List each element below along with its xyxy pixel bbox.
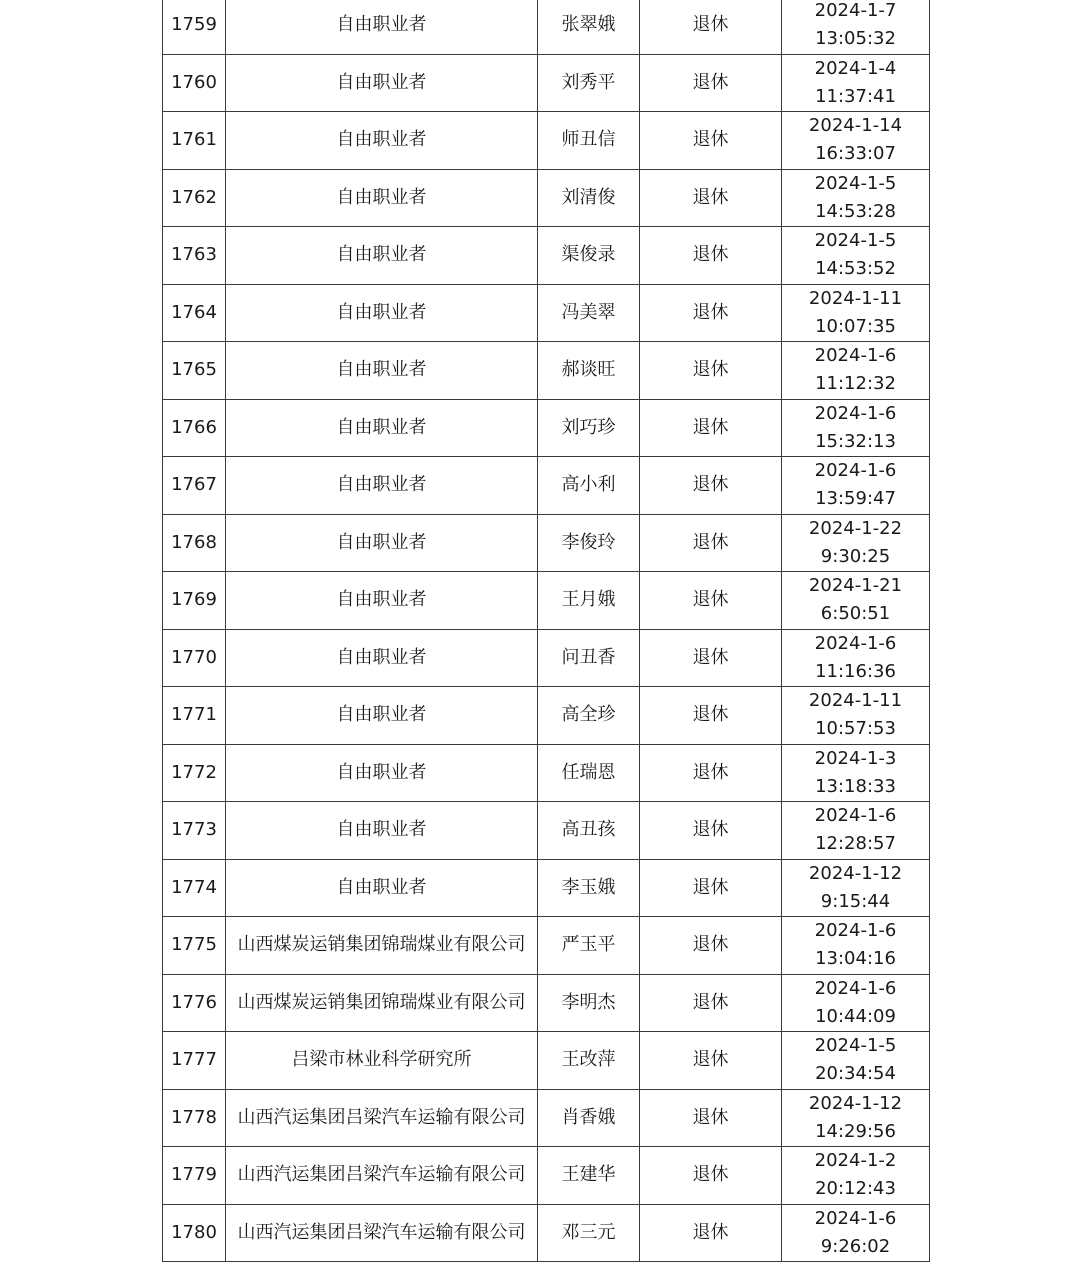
table-row: [163, 1089, 930, 1147]
employer-name: 自由职业者: [336, 761, 427, 783]
employer-cell: [226, 1204, 538, 1262]
employer-cell: [226, 1089, 538, 1147]
timestamp-cell: [782, 859, 930, 917]
timestamp-cell: [782, 169, 930, 227]
record-number: 1773: [163, 802, 226, 860]
record-number: 1769: [163, 572, 226, 630]
employer-name: 自由职业者: [336, 129, 427, 151]
table-row: [163, 514, 930, 572]
record-number: 1772: [163, 744, 226, 802]
timestamp-cell: [782, 0, 930, 54]
timestamp-cell: [782, 1147, 930, 1205]
status-text: 退休: [640, 572, 782, 630]
timestamp-time: 13:59:47: [815, 488, 896, 510]
timestamp-date: 2024-1-12: [808, 1092, 903, 1114]
table-row: [163, 457, 930, 515]
record-number: 1780: [163, 1204, 226, 1262]
employer-cell: [226, 1032, 538, 1090]
timestamp-time: 13:04:16: [815, 948, 896, 970]
person-name: 渠俊录: [538, 227, 640, 285]
timestamp-date: 2024-1-2: [814, 1150, 897, 1172]
employer-name: 自由职业者: [336, 646, 427, 668]
table-row: [163, 54, 930, 112]
timestamp-cell: [782, 284, 930, 342]
timestamp-time: 13:05:32: [815, 28, 896, 50]
timestamp-date: 2024-1-11: [808, 287, 903, 309]
table-row: [163, 917, 930, 975]
status-text: 退休: [640, 744, 782, 802]
timestamp-date: 2024-1-12: [808, 862, 903, 884]
employer-name: 山西汽运集团吕梁汽车运输有限公司: [237, 1164, 526, 1186]
timestamp-date: 2024-1-6: [814, 345, 897, 367]
record-number: 1764: [163, 284, 226, 342]
status-text: 退休: [640, 227, 782, 285]
timestamp-cell: [782, 1032, 930, 1090]
status-text: 退休: [640, 1089, 782, 1147]
table-row: [163, 572, 930, 630]
record-number: 1762: [163, 169, 226, 227]
timestamp-date: 2024-1-22: [808, 517, 903, 539]
timestamp-cell: [782, 802, 930, 860]
timestamp-date: 2024-1-4: [814, 57, 897, 79]
timestamp-date: 2024-1-6: [814, 402, 897, 424]
timestamp-time: 14:53:28: [815, 200, 896, 222]
status-text: 退休: [640, 112, 782, 170]
table-row: [163, 227, 930, 285]
timestamp-cell: [782, 54, 930, 112]
timestamp-time: 14:53:52: [815, 258, 896, 280]
person-name: 王建华: [538, 1147, 640, 1205]
employer-name: 山西汽运集团吕梁汽车运输有限公司: [237, 1221, 526, 1243]
employer-name: 吕梁市林业科学研究所: [291, 1049, 472, 1071]
status-text: 退休: [640, 802, 782, 860]
person-name: 李明杰: [538, 974, 640, 1032]
status-text: 退休: [640, 917, 782, 975]
timestamp-date: 2024-1-6: [814, 632, 897, 654]
status-text: 退休: [640, 1204, 782, 1262]
record-number: 1771: [163, 687, 226, 745]
employer-name: 山西汽运集团吕梁汽车运输有限公司: [237, 1106, 526, 1128]
timestamp-date: 2024-1-5: [814, 230, 897, 252]
employer-cell: [226, 572, 538, 630]
status-text: 退休: [640, 54, 782, 112]
employer-cell: [226, 917, 538, 975]
employer-name: 自由职业者: [336, 71, 427, 93]
record-number: 1761: [163, 112, 226, 170]
timestamp-cell: [782, 457, 930, 515]
employer-name: 山西煤炭运销集团锦瑞煤业有限公司: [237, 934, 526, 956]
record-number: 1775: [163, 917, 226, 975]
timestamp-date: 2024-1-3: [814, 747, 897, 769]
status-text: 退休: [640, 1147, 782, 1205]
timestamp-cell: [782, 1204, 930, 1262]
employer-cell: [226, 0, 538, 54]
record-number: 1766: [163, 399, 226, 457]
employer-cell: [226, 1147, 538, 1205]
person-name: 邓三元: [538, 1204, 640, 1262]
person-name: 高小利: [538, 457, 640, 515]
employer-cell: [226, 457, 538, 515]
timestamp-time: 9:30:25: [820, 545, 891, 567]
timestamp-time: 10:57:53: [815, 718, 896, 740]
employer-cell: [226, 342, 538, 400]
employer-cell: [226, 399, 538, 457]
records-table: [162, 0, 930, 1262]
table-row: [163, 629, 930, 687]
timestamp-time: 14:29:56: [815, 1120, 896, 1142]
person-name: 李玉娥: [538, 859, 640, 917]
timestamp-date: 2024-1-11: [808, 690, 903, 712]
records-body: [163, 0, 930, 1262]
table-row: [163, 399, 930, 457]
employer-name: 自由职业者: [336, 301, 427, 323]
timestamp-time: 11:12:32: [815, 373, 896, 395]
timestamp-time: 9:15:44: [820, 890, 891, 912]
person-name: 张翠娥: [538, 0, 640, 54]
employer-cell: [226, 744, 538, 802]
employer-cell: [226, 112, 538, 170]
record-number: 1767: [163, 457, 226, 515]
employer-cell: [226, 687, 538, 745]
status-text: 退休: [640, 1032, 782, 1090]
employer-cell: [226, 859, 538, 917]
status-text: 退休: [640, 169, 782, 227]
person-name: 刘清俊: [538, 169, 640, 227]
table-row: [163, 169, 930, 227]
table-row: [163, 0, 930, 54]
record-number: 1779: [163, 1147, 226, 1205]
timestamp-date: 2024-1-14: [808, 115, 903, 137]
person-name: 王改萍: [538, 1032, 640, 1090]
person-name: 高全珍: [538, 687, 640, 745]
person-name: 严玉平: [538, 917, 640, 975]
table-row: [163, 859, 930, 917]
timestamp-cell: [782, 687, 930, 745]
status-text: 退休: [640, 342, 782, 400]
timestamp-time: 10:44:09: [815, 1005, 896, 1027]
timestamp-date: 2024-1-6: [814, 460, 897, 482]
timestamp-cell: [782, 514, 930, 572]
status-text: 退休: [640, 284, 782, 342]
timestamp-cell: [782, 629, 930, 687]
employer-name: 自由职业者: [336, 704, 427, 726]
employer-name: 自由职业者: [336, 819, 427, 841]
employer-cell: [226, 169, 538, 227]
person-name: 王月娥: [538, 572, 640, 630]
table-row: [163, 744, 930, 802]
record-number: 1774: [163, 859, 226, 917]
timestamp-cell: [782, 974, 930, 1032]
timestamp-time: 6:50:51: [820, 603, 891, 625]
timestamp-date: 2024-1-6: [814, 920, 897, 942]
employer-name: 自由职业者: [336, 876, 427, 898]
person-name: 郝谈旺: [538, 342, 640, 400]
timestamp-time: 15:32:13: [815, 430, 896, 452]
employer-name: 自由职业者: [336, 474, 427, 496]
table-row: [163, 974, 930, 1032]
table-row: [163, 112, 930, 170]
person-name: 问丑香: [538, 629, 640, 687]
employer-name: 自由职业者: [336, 186, 427, 208]
timestamp-time: 10:07:35: [815, 315, 896, 337]
employer-cell: [226, 974, 538, 1032]
table-row: [163, 802, 930, 860]
timestamp-time: 12:28:57: [815, 833, 896, 855]
timestamp-time: 9:26:02: [820, 1235, 891, 1257]
person-name: 高丑孩: [538, 802, 640, 860]
employer-name: 自由职业者: [336, 416, 427, 438]
employer-name: 自由职业者: [336, 589, 427, 611]
timestamp-cell: [782, 399, 930, 457]
timestamp-date: 2024-1-6: [814, 977, 897, 999]
record-number: 1760: [163, 54, 226, 112]
record-number: 1765: [163, 342, 226, 400]
timestamp-time: 11:16:36: [815, 660, 896, 682]
employer-name: 自由职业者: [336, 244, 427, 266]
status-text: 退休: [640, 629, 782, 687]
employer-name: 山西煤炭运销集团锦瑞煤业有限公司: [237, 991, 526, 1013]
person-name: 刘秀平: [538, 54, 640, 112]
timestamp-time: 16:33:07: [815, 143, 896, 165]
employer-cell: [226, 802, 538, 860]
timestamp-cell: [782, 112, 930, 170]
timestamp-time: 20:12:43: [815, 1178, 896, 1200]
record-number: 1759: [163, 0, 226, 54]
record-number: 1770: [163, 629, 226, 687]
person-name: 李俊玲: [538, 514, 640, 572]
table-row: [163, 342, 930, 400]
timestamp-cell: [782, 744, 930, 802]
timestamp-date: 2024-1-5: [814, 172, 897, 194]
timestamp-cell: [782, 917, 930, 975]
record-number: 1763: [163, 227, 226, 285]
person-name: 冯美翠: [538, 284, 640, 342]
timestamp-time: 11:37:41: [815, 85, 896, 107]
timestamp-cell: [782, 342, 930, 400]
table-row: [163, 1032, 930, 1090]
status-text: 退休: [640, 974, 782, 1032]
status-text: 退休: [640, 457, 782, 515]
status-text: 退休: [640, 687, 782, 745]
employer-name: 自由职业者: [336, 14, 427, 36]
timestamp-date: 2024-1-5: [814, 1035, 897, 1057]
status-text: 退休: [640, 859, 782, 917]
employer-name: 自由职业者: [336, 359, 427, 381]
record-number: 1777: [163, 1032, 226, 1090]
timestamp-cell: [782, 1089, 930, 1147]
employer-cell: [226, 227, 538, 285]
record-number: 1776: [163, 974, 226, 1032]
person-name: 任瑞恩: [538, 744, 640, 802]
employer-cell: [226, 284, 538, 342]
timestamp-cell: [782, 572, 930, 630]
table-row: [163, 284, 930, 342]
timestamp-cell: [782, 227, 930, 285]
status-text: 退休: [640, 399, 782, 457]
timestamp-date: 2024-1-21: [808, 575, 903, 597]
timestamp-time: 13:18:33: [815, 775, 896, 797]
employer-cell: [226, 514, 538, 572]
timestamp-date: 2024-1-6: [814, 1207, 897, 1229]
employer-cell: [226, 629, 538, 687]
record-number: 1768: [163, 514, 226, 572]
timestamp-date: 2024-1-7: [814, 0, 897, 22]
table-row: [163, 687, 930, 745]
person-name: 刘巧珍: [538, 399, 640, 457]
status-text: 退休: [640, 0, 782, 54]
table-row: [163, 1204, 930, 1262]
person-name: 肖香娥: [538, 1089, 640, 1147]
person-name: 师丑信: [538, 112, 640, 170]
timestamp-time: 20:34:54: [815, 1063, 896, 1085]
status-text: 退休: [640, 514, 782, 572]
timestamp-date: 2024-1-6: [814, 805, 897, 827]
table-row: [163, 1147, 930, 1205]
record-number: 1778: [163, 1089, 226, 1147]
employer-name: 自由职业者: [336, 531, 427, 553]
employer-cell: [226, 54, 538, 112]
